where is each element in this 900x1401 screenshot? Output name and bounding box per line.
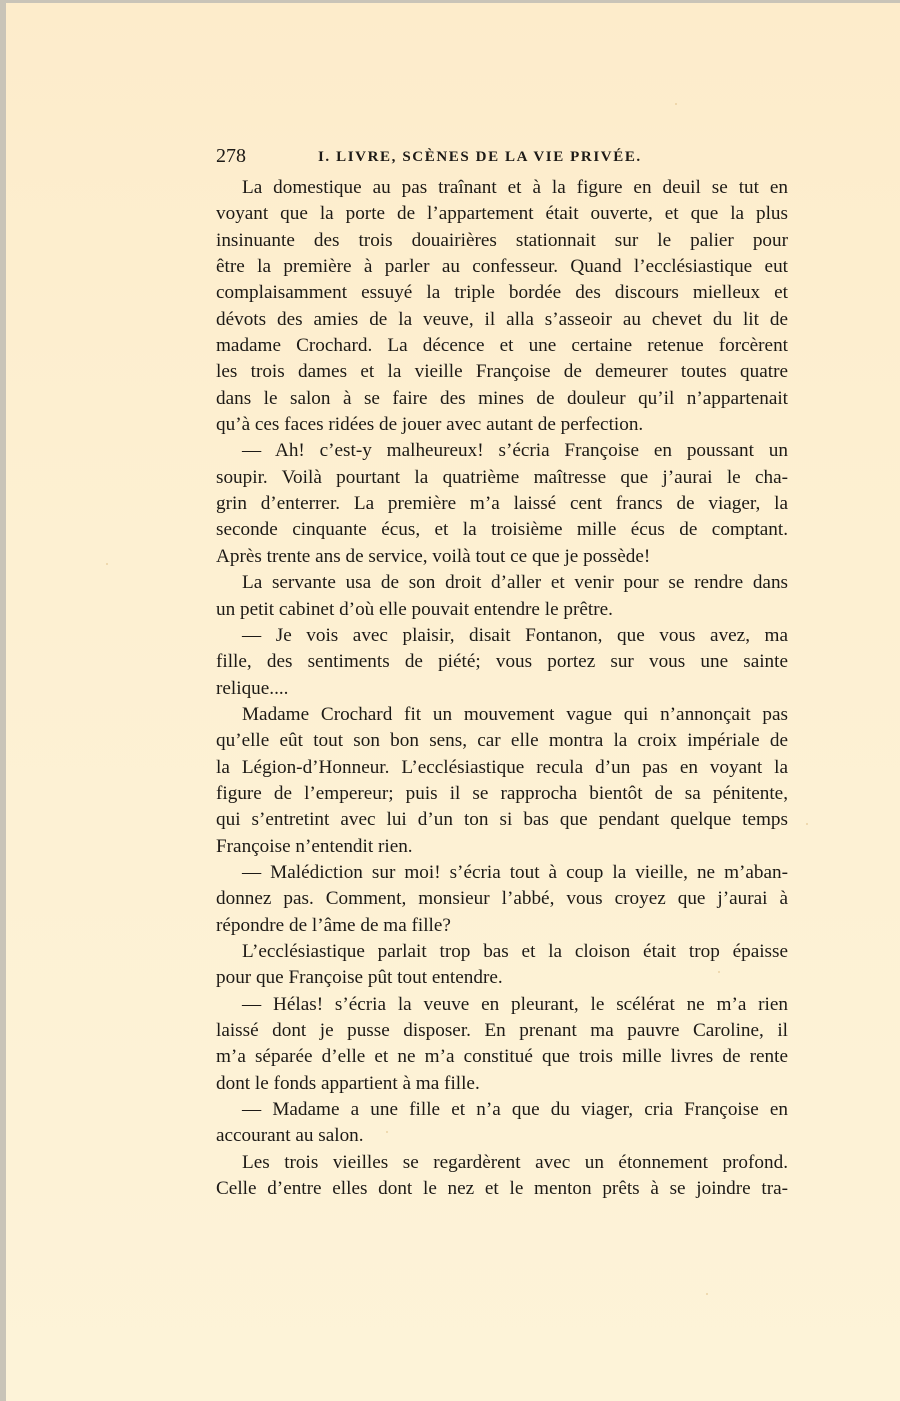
text-line: un petit cabinet d’où elle pouvait entendre le prêtre. [216,598,613,620]
paper-speck [706,1293,708,1295]
text-line: — Je vois avec plaisir, disait Fontanon, que vous avez, ma [242,624,788,646]
paragraph [216,1150,788,1203]
text-line: complaisamment essuyé la triple bordée des discours mielleux et [216,282,788,304]
paragraph [216,623,788,702]
paper-speck [806,823,808,825]
text-line: madame Crochard. La décence et une certaine retenue forcèrent [216,335,788,357]
text-line: être la première à parler au confesseur. Quand l’ecclésiastique eut [216,256,788,278]
text-line: qu’à ces faces ridées de jouer avec autant de perfection. [216,414,644,436]
text-line: — Malédiction sur moi! s’écria tout à coup la vieille, ne m’aban- [242,861,788,883]
paragraph [216,939,788,992]
text-line: dont le fonds appartient à ma fille. [216,1072,480,1094]
paragraph [216,702,788,860]
page-number: 278 [216,145,246,167]
paper-speck [718,971,720,973]
text-line: qu’elle eût tout son bon sens, car elle montra la croix impériale de [216,730,788,752]
text-line: voyant que la porte de l’appartement était ouverte, et que la plus [216,203,788,225]
text-line: — Hélas! s’écria la veuve en pleurant, le scélérat ne m’a rien [242,993,788,1015]
text-line: La servante usa de son droit d’aller et venir pour se rendre dans [242,572,788,594]
text-line: L’ecclésiastique parlait trop bas et la cloison était trop épaisse [242,940,788,962]
body-text [216,175,788,1202]
text-line: laissé dont je pusse disposer. En prenant ma pauvre Caroline, il [216,1020,788,1041]
text-line: pour que Françoise pût tout entendre. [216,967,503,989]
paragraph [216,1097,788,1150]
text-line: m’a séparée d’elle et ne m’a constitué que trois mille livres de rente [216,1046,788,1068]
paper-speck [675,103,677,105]
paper-speck [106,563,108,565]
running-title: I. LIVRE, SCÈNES DE LA VIE PRIVÉE. [318,149,642,165]
text-line: donnez pas. Comment, monsieur l’abbé, vous croyez que j’aurai à [216,888,788,910]
text-line: grin d’enterrer. La première m’a laissé cent francs de viager, la [216,493,788,515]
book-page [6,3,900,1401]
text-line: — Madame a une fille et n’a que du viager, cria Françoise en [242,1099,788,1121]
paragraph [216,860,788,939]
text-line: — Ah! c’est-y malheureux! s’écria Françoise en poussant un [242,440,788,462]
text-line: dévots des amies de la veuve, il alla s’asseoir au chevet du lit de [216,308,788,330]
text-line: qui s’entretint avec lui d’un ton si bas que pendant quelque temps [216,809,788,831]
text-line: insinuante des trois douairières stationnait sur le palier pour [216,229,788,251]
paragraph [216,570,788,623]
text-line: fille, des sentiments de piété; vous portez sur vous une sainte [216,651,788,673]
text-line: Après trente ans de service, voilà tout ce que je possède! [216,545,651,567]
paragraph [216,992,788,1097]
text-line: relique.... [216,677,289,699]
paragraph [216,438,788,570]
paper-speck [386,1131,388,1133]
text-line: La domestique au pas traînant et à la figure en deuil se tut en [242,177,788,198]
text-line: seconde cinquante écus, et la troisième mille écus de comptant. [216,519,788,541]
text-line: Celle d’entre elles dont le nez et le menton prêts à se joindre tra- [216,1178,788,1200]
text-line: la Légion-d’Honneur. L’ecclésiastique recula d’un pas en voyant la [216,756,788,778]
text-line: dans le salon à se faire des mines de douleur qu’il n’appartenait [216,387,788,409]
text-line: Françoise n’entendit rien. [216,835,413,857]
text-line: accourant au salon. [216,1125,364,1147]
text-line: les trois dames et la vieille Françoise de demeurer toutes quatre [216,361,788,383]
text-line: Madame Crochard fit un mouvement vague qui n’annonçait pas [242,703,788,725]
text-line: figure de l’empereur; puis il se rapprocha bientôt de sa pénitente, [216,782,788,804]
running-head [216,144,782,168]
paragraph [216,175,788,438]
text-line: répondre de l’âme de ma fille? [216,914,451,936]
text-line: soupir. Voilà pourtant la quatrième maîtresse que j’aurai le cha- [216,466,788,488]
text-line: Les trois vieilles se regardèrent avec un étonnement profond. [242,1151,788,1173]
